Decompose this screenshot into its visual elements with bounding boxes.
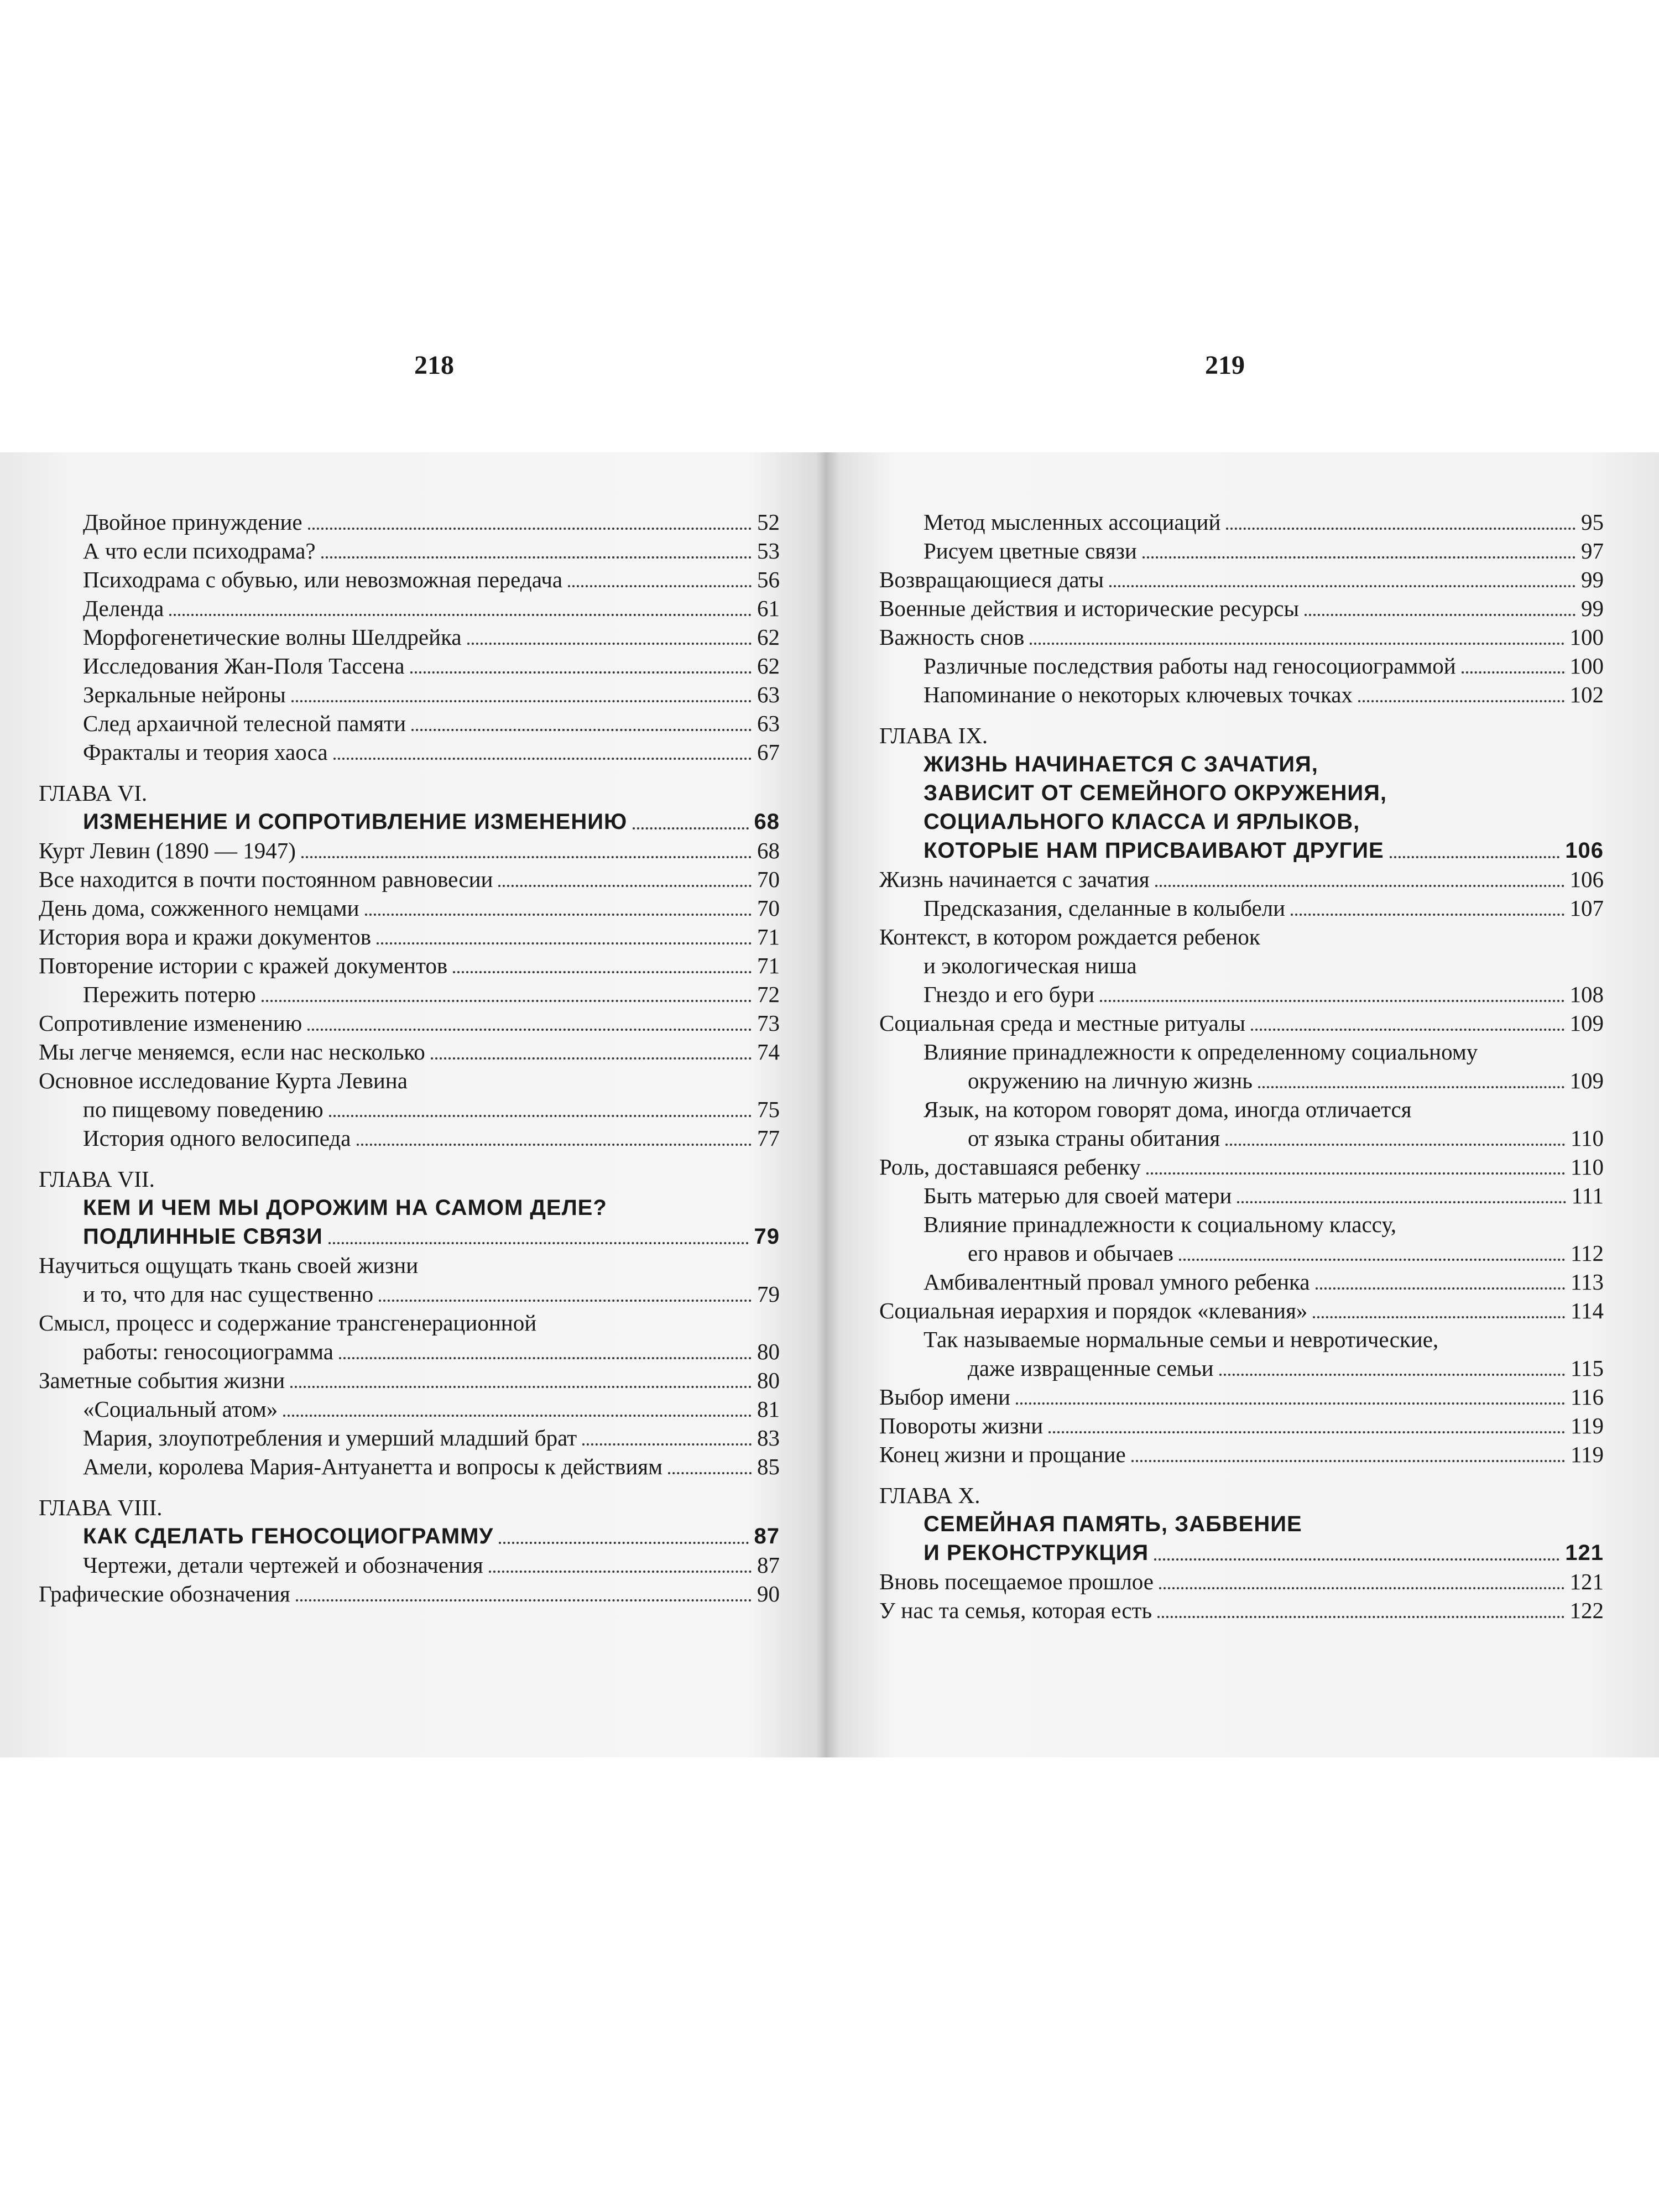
dot-leader <box>169 614 752 616</box>
toc-entry-page: 61 <box>757 596 780 621</box>
toc-entry <box>39 1009 780 1037</box>
toc-entry-page: 100 <box>1569 653 1604 679</box>
toc-entry-title: Амели, королева Мария-Антуанетта и вопросы к действиям <box>83 1454 663 1479</box>
dot-leader <box>1016 1402 1565 1405</box>
toc-entry-title: История вора и кражи документов <box>39 924 372 950</box>
dot-leader <box>321 556 752 559</box>
toc-entry-page: 63 <box>757 711 780 736</box>
dot-leader <box>1305 614 1575 616</box>
toc-entry <box>879 1239 1604 1267</box>
dot-leader <box>1109 585 1575 587</box>
dot-leader <box>1358 700 1564 702</box>
toc-entry-line: ЗАВИСИТ ОТ СЕМЕЙНОГО ОКРУЖЕНИЯ, <box>924 781 1387 805</box>
toc-entry-page: 99 <box>1581 567 1604 592</box>
toc-entry-page: 112 <box>1571 1240 1604 1266</box>
toc-entry <box>39 709 780 738</box>
toc-entry-title: КАК СДЕЛАТЬ ГЕНОСОЦИОГРАММУ <box>83 1524 494 1548</box>
toc-entry-page: 106 <box>1565 838 1604 863</box>
dot-leader <box>467 643 752 645</box>
toc-entry-line: Влияние принадлежности к социальному классу, <box>924 1212 1396 1237</box>
toc-entry <box>879 1538 1604 1567</box>
toc-entry-title: Курт Левин (1890 — 1947) <box>39 838 296 863</box>
toc-entry-title: Социальная среда и местные ритуалы <box>879 1010 1246 1036</box>
toc-entry-title: След архаичной телесной памяти <box>83 711 406 736</box>
toc-entry <box>39 565 780 594</box>
toc-entry-page: 85 <box>757 1454 780 1479</box>
toc-entry-line: Научиться ощущать ткань своей жизни <box>39 1253 419 1278</box>
toc-entry <box>879 594 1604 623</box>
dot-leader <box>453 971 752 973</box>
dot-leader <box>379 1300 752 1302</box>
dot-leader <box>1179 1259 1565 1261</box>
toc-entry-title: Различные последствия работы над геносоциограммой <box>924 653 1456 679</box>
toc-entry <box>39 1037 780 1066</box>
toc-entry-title: ПОДЛИННЫЕ СВЯЗИ <box>83 1224 323 1249</box>
toc-entry-page: 121 <box>1565 1541 1604 1565</box>
dot-leader <box>283 1415 752 1417</box>
toc-entry-title: Повторение истории с кражей документов <box>39 953 448 978</box>
toc-entry-page: 79 <box>757 1281 780 1307</box>
toc-entry-page: 100 <box>1569 624 1604 650</box>
toc-entries-left <box>39 508 780 1608</box>
toc-entry-page: 70 <box>757 895 780 921</box>
dot-leader <box>1316 1287 1566 1290</box>
dot-leader <box>262 1000 752 1002</box>
toc-entry-title: его нравов и обычаев <box>968 1240 1174 1266</box>
dot-leader <box>1237 1201 1566 1203</box>
toc-entry-page: 119 <box>1571 1413 1604 1438</box>
dot-leader <box>1462 671 1564 674</box>
toc-entry-title: Вновь посещаемое прошлое <box>879 1569 1154 1594</box>
toc-entry <box>879 1354 1604 1383</box>
toc-entry-title: У нас та семья, которая есть <box>879 1598 1152 1623</box>
toc-entry-title: Жизнь начинается с зачатия <box>879 867 1150 892</box>
dot-leader <box>1131 1460 1565 1462</box>
toc-entry-title: Конец жизни и прощание <box>879 1442 1126 1467</box>
toc-entry-line: КЕМ И ЧЕМ МЫ ДОРОЖИМ НА САМОМ ДЕЛЕ? <box>83 1196 607 1220</box>
toc-entry-page: 62 <box>757 624 780 650</box>
dot-leader <box>1157 1616 1564 1618</box>
toc-entry <box>879 536 1604 565</box>
chapter-heading: ГЛАВА VII. <box>39 1166 155 1192</box>
toc-entry-page: 102 <box>1569 682 1604 707</box>
toc-entry <box>39 1522 780 1551</box>
toc-entry-line: Смысл, процесс и содержание трансгенерационной <box>39 1310 537 1335</box>
dot-leader <box>1258 1086 1564 1088</box>
toc-entry-title: Деленда <box>83 596 164 621</box>
dot-leader <box>1313 1316 1565 1318</box>
toc-entry-title: Двойное принуждение <box>83 509 302 535</box>
dot-leader <box>365 914 752 916</box>
chapter-heading: ГЛАВА X. <box>879 1483 980 1508</box>
toc-entry <box>879 1567 1604 1596</box>
toc-entry-title: День дома, сожженного немцами <box>39 895 359 921</box>
toc-entry-title: Фракталы и теория хаоса <box>83 739 328 765</box>
toc-entry-page: 119 <box>1571 1442 1604 1467</box>
toc-entry-page: 75 <box>757 1097 780 1122</box>
toc-entry <box>879 980 1604 1009</box>
toc-entry-title: Зеркальные нейроны <box>83 682 286 707</box>
toc-entry-line: и экологическая ниша <box>924 953 1137 978</box>
toc-entry-page: 56 <box>757 567 780 592</box>
toc-entry-title: Сопротивление изменению <box>39 1010 302 1036</box>
toc-entry-title: Заметные события жизни <box>39 1368 285 1393</box>
toc-entry-page: 116 <box>1571 1384 1604 1410</box>
toc-entry-title: ИЗМЕНЕНИЕ И СОПРОТИВЛЕНИЕ ИЗМЕНЕНИЮ <box>83 810 628 834</box>
page-number: 218 <box>414 351 454 380</box>
dot-leader <box>290 1386 752 1388</box>
dot-leader <box>1030 643 1564 645</box>
dot-leader <box>307 1029 752 1031</box>
dot-leader <box>357 1144 752 1146</box>
toc-entry-page: 99 <box>1581 596 1604 621</box>
dot-leader <box>498 885 752 887</box>
toc-entry <box>879 1181 1604 1210</box>
toc-entry <box>39 807 780 836</box>
toc-entry-page: 87 <box>754 1524 780 1548</box>
toc-entry <box>39 651 780 680</box>
toc-entry-page: 77 <box>757 1125 780 1151</box>
toc-entry-title: и то, что для нас существенно <box>83 1281 374 1307</box>
toc-entry-title: Психодрама с обувью, или невозможная передача <box>83 567 563 592</box>
toc-entry <box>879 865 1604 894</box>
toc-entry <box>39 508 780 536</box>
toc-entry-title: Предсказания, сделанные в колыбели <box>924 895 1286 921</box>
toc-entry <box>39 1280 780 1308</box>
dot-leader <box>1159 1587 1564 1589</box>
toc-entry <box>879 1596 1604 1625</box>
dot-leader <box>668 1472 752 1474</box>
toc-entry-page: 111 <box>1571 1183 1604 1208</box>
toc-entry <box>879 680 1604 709</box>
toc-entry-title: Исследования Жан-Поля Тассена <box>83 653 405 679</box>
toc-entry-title: Важность снов <box>879 624 1025 650</box>
toc-entry-page: 113 <box>1571 1269 1604 1295</box>
toc-entry-title: по пищевому поведению <box>83 1097 324 1122</box>
toc-entry-page: 106 <box>1569 867 1604 892</box>
toc-entry-page: 121 <box>1569 1569 1604 1594</box>
dot-leader <box>1226 528 1575 530</box>
chapter-heading: ГЛАВА VI. <box>39 780 148 806</box>
toc-entry <box>39 1095 780 1124</box>
toc-entry-page: 74 <box>757 1039 780 1065</box>
toc-entry <box>879 1411 1604 1440</box>
toc-entry-title: Рисуем цветные связи <box>924 538 1137 564</box>
chapter-heading: ГЛАВА VIII. <box>39 1495 163 1520</box>
chapter-heading: ГЛАВА IX. <box>879 723 988 748</box>
toc-entry <box>39 980 780 1009</box>
toc-entry <box>39 1551 780 1579</box>
toc-entry <box>879 565 1604 594</box>
dot-leader <box>1390 856 1560 858</box>
toc-entry <box>879 508 1604 536</box>
toc-entry <box>39 1579 780 1608</box>
toc-entry-line: СЕМЕЙНАЯ ПАМЯТЬ, ЗАБВЕНИЕ <box>924 1512 1302 1536</box>
toc-entry-page: 52 <box>757 509 780 535</box>
toc-entry-title: Напоминание о некоторых ключевых точках <box>924 682 1353 707</box>
toc-entry-page: 62 <box>757 653 780 679</box>
toc-entry-title: Выбор имени <box>879 1384 1010 1410</box>
toc-entry-line: Влияние принадлежности к определенному социальному <box>924 1039 1478 1065</box>
toc-entries-right <box>879 508 1604 1625</box>
toc-entry <box>879 1383 1604 1411</box>
toc-entry <box>39 951 780 980</box>
toc-entry-title: работы: геносоциограмма <box>83 1339 333 1364</box>
toc-entry-page: 53 <box>757 538 780 564</box>
dot-leader <box>1154 1558 1559 1561</box>
toc-entry-title: даже извращенные семьи <box>968 1355 1214 1381</box>
dot-leader <box>301 856 752 858</box>
toc-entry <box>39 1395 780 1423</box>
dot-leader <box>1048 1431 1565 1433</box>
toc-entry-line: Основное исследование Курта Левина <box>39 1068 408 1093</box>
toc-entry <box>879 1296 1604 1325</box>
dot-leader <box>333 758 752 760</box>
dot-leader <box>377 942 752 945</box>
toc-entry-page: 114 <box>1571 1298 1604 1323</box>
toc-entry-page: 122 <box>1569 1598 1604 1623</box>
toc-entry-page: 72 <box>757 982 780 1007</box>
toc-entry-page: 83 <box>757 1425 780 1451</box>
toc-entry-page: 115 <box>1571 1355 1604 1381</box>
toc-entry <box>879 651 1604 680</box>
dot-leader <box>291 700 752 702</box>
book-spread <box>0 351 1659 1757</box>
dot-leader <box>411 729 752 731</box>
toc-entry-page: 95 <box>1581 509 1604 535</box>
toc-entry-line: Язык, на котором говорят дома, иногда отличается <box>924 1097 1412 1122</box>
toc-entry-page: 79 <box>754 1224 780 1249</box>
toc-entry <box>39 922 780 951</box>
toc-entry-title: Социальная иерархия и порядок «клевания» <box>879 1298 1308 1323</box>
toc-entry <box>39 594 780 623</box>
toc-entry <box>879 1152 1604 1181</box>
toc-entry <box>39 1423 780 1452</box>
toc-entry <box>39 623 780 651</box>
toc-entry-page: 63 <box>757 682 780 707</box>
toc-entry <box>879 894 1604 922</box>
dot-leader <box>1146 1172 1565 1175</box>
toc-entry <box>879 1124 1604 1152</box>
toc-entry-page: 90 <box>757 1581 780 1606</box>
toc-entry-title: Чертежи, детали чертежей и обозначения <box>83 1552 483 1578</box>
dot-leader <box>1291 914 1564 916</box>
toc-entry-line: ЖИЗНЬ НАЧИНАЕТСЯ С ЗАЧАТИЯ, <box>924 752 1318 776</box>
dot-leader <box>1100 1000 1564 1002</box>
dot-leader <box>1219 1374 1565 1376</box>
toc-entry <box>39 1222 780 1251</box>
toc-entry-page: 97 <box>1581 538 1604 564</box>
dot-leader <box>489 1571 752 1573</box>
toc-entry-page: 110 <box>1571 1125 1604 1151</box>
toc-entry-title: Амбивалентный провал умного ребенка <box>924 1269 1310 1295</box>
page-number: 219 <box>1205 351 1245 380</box>
toc-entry-line: СОЦИАЛЬНОГО КЛАССА И ЯРЛЫКОВ, <box>924 810 1360 834</box>
toc-entry-title: А что если психодрама? <box>83 538 316 564</box>
toc-entry-line: Контекст, в котором рождается ребенок <box>879 924 1260 950</box>
toc-entry-line: Так называемые нормальные семьи и невротические, <box>924 1327 1439 1352</box>
toc-entry <box>39 1366 780 1395</box>
toc-entry <box>39 680 780 709</box>
toc-entry-title: Возвращающиеся даты <box>879 567 1104 592</box>
toc-entry-title: Быть матерью для своей матери <box>924 1183 1232 1208</box>
toc-entry <box>39 836 780 865</box>
toc-entry <box>879 836 1604 865</box>
toc-entry <box>879 1066 1604 1095</box>
toc-entry-title: Повороты жизни <box>879 1413 1044 1438</box>
toc-entry-title: Гнездо и его бури <box>924 982 1095 1007</box>
dot-leader <box>431 1057 752 1060</box>
toc-entry-page: 107 <box>1569 895 1604 921</box>
toc-entry-page: 68 <box>754 810 780 834</box>
toc-entry <box>39 1452 780 1481</box>
dot-leader <box>308 528 752 530</box>
toc-entry-title: И РЕКОНСТРУКЦИЯ <box>924 1541 1149 1565</box>
dot-leader <box>1251 1029 1564 1031</box>
dot-leader <box>1155 885 1564 887</box>
toc-entry-page: 109 <box>1569 1068 1604 1093</box>
toc-entry-title: Роль, доставшаяся ребенку <box>879 1154 1141 1180</box>
dot-leader <box>499 1542 748 1544</box>
dot-leader <box>582 1443 752 1446</box>
toc-entry <box>879 1009 1604 1037</box>
toc-entry-page: 67 <box>757 739 780 765</box>
toc-entry <box>879 1267 1604 1296</box>
toc-entry-page: 70 <box>757 867 780 892</box>
toc-entry-title: История одного велосипеда <box>83 1125 351 1151</box>
toc-entry-page: 71 <box>757 953 780 978</box>
dot-leader <box>410 671 752 674</box>
toc-entry-title: Морфогенетические волны Шелдрейка <box>83 624 462 650</box>
dot-leader <box>1225 1144 1565 1146</box>
toc-entry-title: КОТОРЫЕ НАМ ПРИСВАИВАЮТ ДРУГИЕ <box>924 838 1384 863</box>
toc-entry <box>39 1337 780 1366</box>
toc-entry <box>39 1124 780 1152</box>
toc-entry-page: 71 <box>757 924 780 950</box>
toc-entry-title: от языка страны обитания <box>968 1125 1220 1151</box>
toc-entry <box>39 536 780 565</box>
toc-entry-title: Мы легче меняемся, если нас несколько <box>39 1039 425 1065</box>
toc-entry <box>39 865 780 894</box>
toc-entry-page: 87 <box>757 1552 780 1578</box>
toc-entry-page: 80 <box>757 1368 780 1393</box>
dot-leader <box>329 1115 752 1117</box>
toc-entry <box>39 738 780 766</box>
toc-entry <box>879 1440 1604 1469</box>
toc-entry-page: 81 <box>757 1396 780 1422</box>
toc-entry-page: 68 <box>757 838 780 863</box>
toc-entry-title: Пережить потерю <box>83 982 256 1007</box>
toc-entry-page: 73 <box>757 1010 780 1036</box>
toc-entry-title: «Социальный атом» <box>83 1396 278 1422</box>
dot-leader <box>339 1357 752 1359</box>
toc-entry-title: Все находится в почти постоянном равновесии <box>39 867 493 892</box>
dot-leader <box>296 1599 752 1601</box>
toc-entry-page: 109 <box>1569 1010 1604 1036</box>
toc-entry-page: 108 <box>1569 982 1604 1007</box>
dot-leader <box>1142 556 1575 559</box>
toc-entry-page: 80 <box>757 1339 780 1364</box>
dot-leader <box>633 827 748 830</box>
dot-leader <box>328 1242 749 1244</box>
toc-entry-title: Военные действия и исторические ресурсы <box>879 596 1300 621</box>
toc-entry-page: 110 <box>1571 1154 1604 1180</box>
toc-entry-title: окружению на личную жизнь <box>968 1068 1253 1093</box>
toc-entry-title: Графические обозначения <box>39 1581 290 1606</box>
toc-entry-title: Метод мысленных ассоциаций <box>924 509 1221 535</box>
toc-entry-title: Мария, злоупотребления и умерший младший брат <box>83 1425 577 1451</box>
dot-leader <box>568 585 752 587</box>
toc-entry <box>39 894 780 922</box>
toc-entry <box>879 623 1604 651</box>
